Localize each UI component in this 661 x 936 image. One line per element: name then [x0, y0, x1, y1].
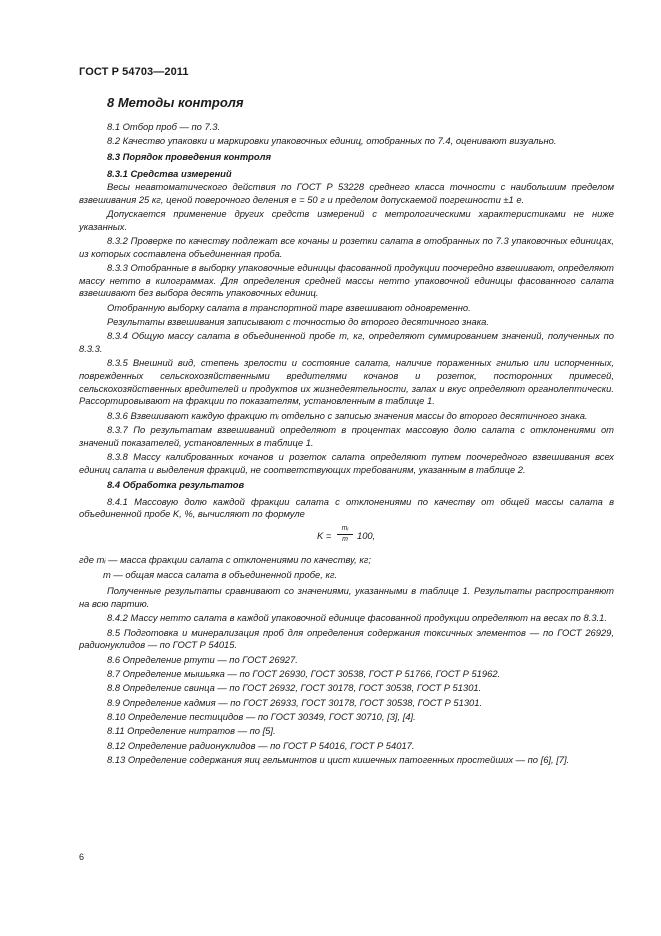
paragraph: 8.9 Определение кадмия — по ГОСТ 26933, ГОСТ 30178, ГОСТ 30538, ГОСТ Р 51301. [107, 696, 483, 708]
paragraph: 8.11 Определение нитратов — по [5]. [107, 725, 276, 737]
paragraph: 8.3.2 Проверке по качеству подлежат все кочаны и розетки салата в отобранных по 7.3 упаковочных единицах, из которых составлена объединенная проба. [79, 235, 614, 259]
formula-lhs: K = [317, 529, 332, 541]
document-header: ГОСТ Р 54703—2011 [79, 66, 189, 78]
formula-numerator: mᵢ [337, 524, 353, 535]
formula [79, 526, 614, 546]
page-number: 6 [79, 852, 85, 862]
paragraph: 8.5 Подготовка и минерализация проб для определения содержания токсичных элементов — по ГОСТ 26929, радионуклидов — по ГОСТ Р 54015. [79, 626, 614, 651]
paragraph: 8.13 Определение содержания яиц гельминтов и цист кишечных патогенных простейших — по [6], [7]. [107, 754, 570, 766]
paragraph: 8.3.8 Массу калиброванных кочанов и розеток салата определяют путем поочередного взвешивания всех единиц салата и выделения фракций, не соответствующих требованиям, указанным в таблице 2. [79, 451, 614, 475]
paragraph: 8.3.3 Отобранные в выборку упаковочные единицы фасованной продукции поочередно взвешивают, определяют массу нетто в килограммах. Для определения средней массы нетто упаковочной единицы фасованного салата взвешивают без выбора десять упаковочных единиц. [79, 262, 614, 299]
paragraph: 8.6 Определение ртути — по ГОСТ 26927. [107, 653, 298, 665]
paragraph: 8.3.4 Общую массу салата в объединенной пробе m, кг, определяют суммированием значений, полученных по 8.3.3. [79, 330, 614, 355]
paragraph: 8.3.5 Внешний вид, степень зрелости и состояние салата, наличие пораженных гнилью или испорченных, поврежденных сельскохозяйственными вредителями кочанов и розеток, посторонних примесей, сельскохозяйственных вредителей и продуктов их жизнедеятельности, запах и вкус определяют органолептически. Рассортировывают на фракции по показателям, установленным в таблице 1. [79, 357, 614, 407]
paragraph: 8.3.7 По результатам взвешиваний определяют в процентах массовую долю салата с отклонениями от значений показателей, установленных в таблице 1. [79, 424, 614, 448]
formula-fraction [337, 524, 353, 545]
paragraph: 8.4.1 Массовую долю каждой фракции салата с отклонениями по качеству от общей массы салата в объединенной пробе K, %, вычисляют по формуле [79, 495, 614, 520]
paragraph: 8.8 Определение свинца — по ГОСТ 26932, ГОСТ 30178, ГОСТ 30538, ГОСТ Р 51301. [107, 682, 482, 694]
paragraph: 8.1 Отбор проб — по 7.3. [107, 121, 221, 132]
paragraph: Полученные результаты сравнивают со значениями, указанными в таблице 1. Результаты распространяют на всю партию. [79, 585, 614, 609]
subsection-heading: 8.3.1 Средства измерений [107, 167, 232, 179]
paragraph: Результаты взвешивания записывают с точностью до второго десятичного знака. [107, 316, 489, 328]
paragraph: Допускается применение других средств измерений с метрологическими характеристиками не ниже указанных. [79, 208, 614, 232]
paragraph: 8.3.6 Взвешивают каждую фракцию mᵢ отдельно с записью значения массы до второго десятичного знака. [107, 409, 588, 421]
section-title: 8 Методы контроля [107, 95, 244, 110]
paragraph: 8.4.2 Массу нетто салата в каждой упаковочной единице фасованной продукции определяют на весах по 8.3.1. [107, 612, 607, 624]
paragraph: 8.12 Определение радионуклидов — по ГОСТ Р 54016, ГОСТ Р 54017. [107, 739, 415, 751]
paragraph: 8.7 Определение мышьяка — по ГОСТ 26930, ГОСТ 30538, ГОСТ Р 51766, ГОСТ Р 51962. [107, 667, 501, 679]
subsection-heading: 8.4 Обработка результатов [107, 479, 245, 491]
formula-rhs: 100, [357, 529, 376, 541]
formula-legend: m — общая масса салата в объединенной пробе, кг. [103, 568, 338, 580]
paragraph: Весы неавтоматического действия по ГОСТ Р 53228 среднего класса точности с наибольшим пределом взвешивания 25 кг, ценой поверочного деления e = 50 г и пределом допускаемой погрешности ±1 e. [79, 181, 614, 205]
document-body [79, 121, 614, 769]
paragraph: 8.2 Качество упаковки и маркировки упаковочных единиц, отобранных по 7.4, оценивают визуально. [107, 135, 557, 147]
paragraph: 8.10 Определение пестицидов — по ГОСТ 30349, ГОСТ 30710, [3], [4]. [107, 711, 416, 723]
paragraph: Отобранную выборку салата в транспортной таре взвешивают одновременно. [107, 301, 471, 313]
formula-legend: где mᵢ — масса фракции салата с отклонениями по качеству, кг; [79, 553, 372, 565]
subsection-heading: 8.3 Порядок проведения контроля [107, 150, 271, 162]
formula-denominator: m [342, 535, 348, 543]
